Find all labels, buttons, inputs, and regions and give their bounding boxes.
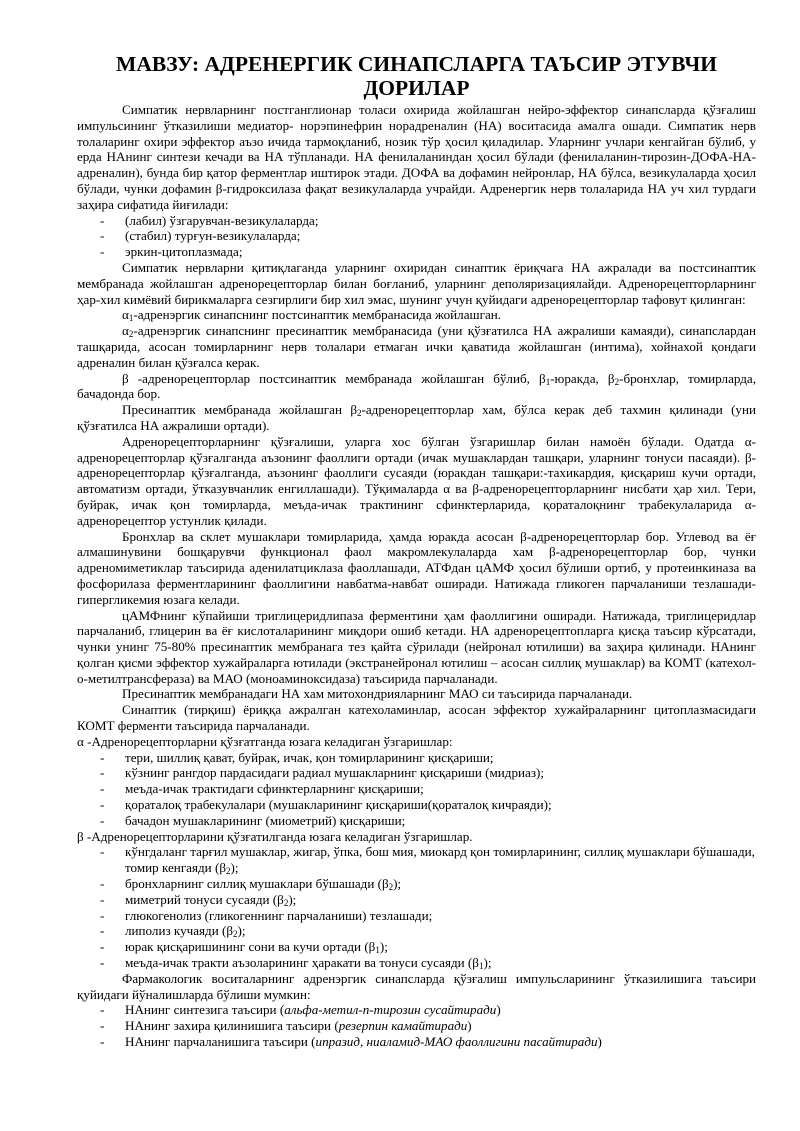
storage-forms-list <box>77 213 756 260</box>
list-item: - кўзнинг рангдор пардасидаги радиал мушакларнинг қисқариши (мидриаз); <box>77 765 756 781</box>
list-item: - бачадон мушакларининг (миометрий) қисқариши; <box>77 813 756 829</box>
list-item: - (лабил) ўзгарувчан-везикулаларда; <box>77 213 756 229</box>
list-item: - НАнинг синтезига таъсири (альфа-метил-п-тирозин сусайтиради) <box>77 1002 756 1018</box>
heading-alpha-changes: α -Адренорецепторларни қўзғатганда юзага келадиган ўзгаришлар: <box>77 733 453 749</box>
list-item: - тери, шиллиқ қават, буйрак, ичак, қон томирларининг қисқариши; <box>77 750 756 766</box>
drug-effects-list <box>77 1002 756 1049</box>
list-item: - бронхларнинг силлиқ мушаклари бўшашади $(\beta_2)$; <box>77 876 756 892</box>
paragraph-bronchi-beta: Бронхлар ва склет мушаклари томирларида, ҳамда юракда асосан β-адренорецепторлар бор. Углевод ва ёғ алмашинувини бошқарувчи функционал фаол макромлекулаларда хам β-адренорецепторлар бор, чунки адреномиметиклар таъсирида аденилатциклаза фаоллашади, АТФдан цАМФ ҳосил бўлиши ортиб, у протеинкиназа ва фосфорилаза ферментларининг фаоллигини навбатма-навбат оширади. Натижада гликоген парчаланиши тезлашади-гипергликемия юзага келади. <box>77 528 756 607</box>
paragraph-receptor-effects: Адренорецепторларнинг қўзғалиши, уларга хос бўлган ўзгаришлар билан намоён бўлади. Одатда α-адренорецепторлар қўзғалганда аъзонинг фаоллиги ортади (ичак мушаклардан ташқари, уларнинг тонуси пасаяди). β-адренорецепторлар қўзғалганда, аъзонинг фаоллиги сусаяди (юракдан ташқари:-тахикардия, қисқариш кучи ортади, автоматизм ортади, ўтказувчанлик енгиллашади). Тўқималарда α ва β-адренорецепторларнинг нисбати ҳар хил. Тери, буйрак, ичак қон томирларда, меъда-ичак трактининг сфинктерларида, қораталоқнинг трабекулаларида α-адренорецептор устунлик қилади. <box>77 433 756 528</box>
list-item: - (стабил) турғун-везикулаларда; <box>77 228 756 244</box>
list-item: - глюкогенолиз (гликогеннинг парчаланиши) тезлашади; <box>77 908 756 924</box>
paragraph-camp: цАМФнинг кўпайиши триглицеридлипаза ферментини ҳам фаоллигини оширади. Натижада, триглицеридлар парчаланиб, глицерин ва ёғ кислоталарининг миқдори ошиб кетади. НА адренорецептопларга қисқа таъсир кўрсатади, чунки унинг 75-80% пресинаптик мембранага тез қайта сўрилади (нейронал ютилиши) ва заҳира қилинади. НАнинг қолган қисми эффектор хужайраларга ютилади (экстранейронал ютилиш – асосан силлиқ мушаклар) ва КОМТ (катехол-о-метилтрансфераза) ва МАО (моноаминоксидаза) таъсирида парчаланади. <box>77 607 756 686</box>
paragraph-alpha2: $\alpha_2$-адренэргик синапснинг пресинаптик мембранасида (уни қўзғатилса НА ажралиши камаяди), синапслардан ташқарида, асосан томирларнинг нерв толалари етмаган ички қаватида жойлашган (интима), хойнахой қондаги адреналин билан қўзғалса керак. <box>77 323 756 370</box>
list-item: - қораталоқ трабекулалари (мушакларининг қисқариши(қораталоқ кичраяди); <box>77 797 756 813</box>
list-item: - эркин-цитоплазмада; <box>77 244 756 260</box>
paragraph-receptor-binding: Симпатик нервларни қитиқлаганда уларнинг охиридан синаптик ёриқчага НА ажралади ва постсинаптик мембранада жойлашган адренорецепторлар билан боғланиб, уларнинг деполяризациялайди. Адренорецепторларнинг ҳар-хил кимёвий бирикмаларга сезгирлиги бир хил эмас, шунинг учун қуйидаги адренорецепторлар тафовут қилинган: <box>77 259 756 307</box>
paragraph-synaptic-comt: Синаптик (тирқиш) ёриққа ажралган катехоламинлар, асосан эффектор хужайраларнинг цитоплазмасидаги КОМТ ферменти таъсирида парчаланади. <box>77 702 756 734</box>
heading-beta-changes: β -Адренорецепторларини қўзғатилганда юзага келадиган ўзгаришлар. <box>77 828 473 844</box>
list-item: - НАнинг захира қилинишига таъсири (резерпин камайтиради) <box>77 1018 756 1034</box>
alpha-changes-list <box>77 750 756 829</box>
list-item: - меъда-ичак трактидаги сфинктерларнинг қисқариши; <box>77 781 756 797</box>
paragraph-alpha1: $\alpha_1$-адренэргик синапснинг постсинаптик мембранасида жойлашган. <box>122 307 502 324</box>
list-item: - меъда-ичак тракти аъзоларининг ҳаракати ва тонуси сусаяди $(\beta_1)$; <box>77 955 756 971</box>
document-title: МАВЗУ: АДРЕНЕРГИК СИНАПСЛАРГА ТАЪСИР ЭТУВЧИ ДОРИЛАР <box>116 52 717 100</box>
paragraph-presynaptic-beta2: Пресинаптик мембранада жойлашган $\beta_2$-адренорецепторлар хам, бўлса керак деб тахмин қилинади (уни қўзғатилса НА ажралиши ортади). <box>77 402 756 433</box>
paragraph-sympathetic-transmission: Симпатик нервларнинг постганглионар толаси охирида жойлашган нейро-эффектор синапсларда қўзғалиш импульсининг ўтказилиши медиатор- норэпинефрин норадреналин (НА) воситасида амалга ошади. Симпатик нерв толаларинг охири эффектор аъзо ичида тармоқланиб, нозик тўр ҳосил қиладилар. Уларнинг учлари кенгайган бўлиб, у ерда НАнинг синтези кечади ва НА тўпланади. НА фенилаланиндан ҳосил бўлади (фенилаланин-тирозин-ДОФА-НА-адреналин), бунда бир қатор ферментлар иштирок этади. ДОФА ва дофамин нейронлар, НА бўлса, везикулаларда ҳосил бўлади, чунки дофамин β-гидроксилаза фақат везикулаларда учрайди. Адренергик нерв толаларида НА уч хил турдаги заҳира сифатида йиғилади: <box>77 102 756 212</box>
list-item: - миметрий тонуси сусаяди $(\beta_2)$; <box>77 892 756 908</box>
list-item: - НАнинг парчаланишига таъсири (ипразид, ниаламид-МАО фаоллигини пасайтиради) <box>77 1034 756 1050</box>
paragraph-presynaptic-mao: Пресинаптик мембранадаги НА хам митохондрияларнинг МАО си таъсирида парчаланади. <box>122 686 633 702</box>
paragraph-pharmacology: Фармакологик воситаларнинг адренэргик синапсларда қўзғалиш импульсларининг ўтказилишига таъсири қуйидаги йўналишларда бўлиши мумкин: <box>77 970 756 1002</box>
beta-changes-list <box>77 844 756 970</box>
list-item: - кўнгдаланг тарғил мушаклар, жигар, ўпка, бош мия, миокард қон томирларининг, силлиқ мушаклари бўшашади, томир кенгаяди $(\beta_2)$; <box>77 844 756 876</box>
paragraph-beta: β -адренорецепторлар постсинаптик мембранада жойлашган бўлиб, $\beta_1$-юракда, $\beta_2$-бронхлар, томирларда, бачадонда бор. <box>77 370 757 402</box>
list-item: - юрак қисқаришининг сони ва кучи ортади $(\beta_1)$; <box>77 939 756 955</box>
list-item: - липолиз кучаяди $(\beta_2)$; <box>77 923 756 939</box>
